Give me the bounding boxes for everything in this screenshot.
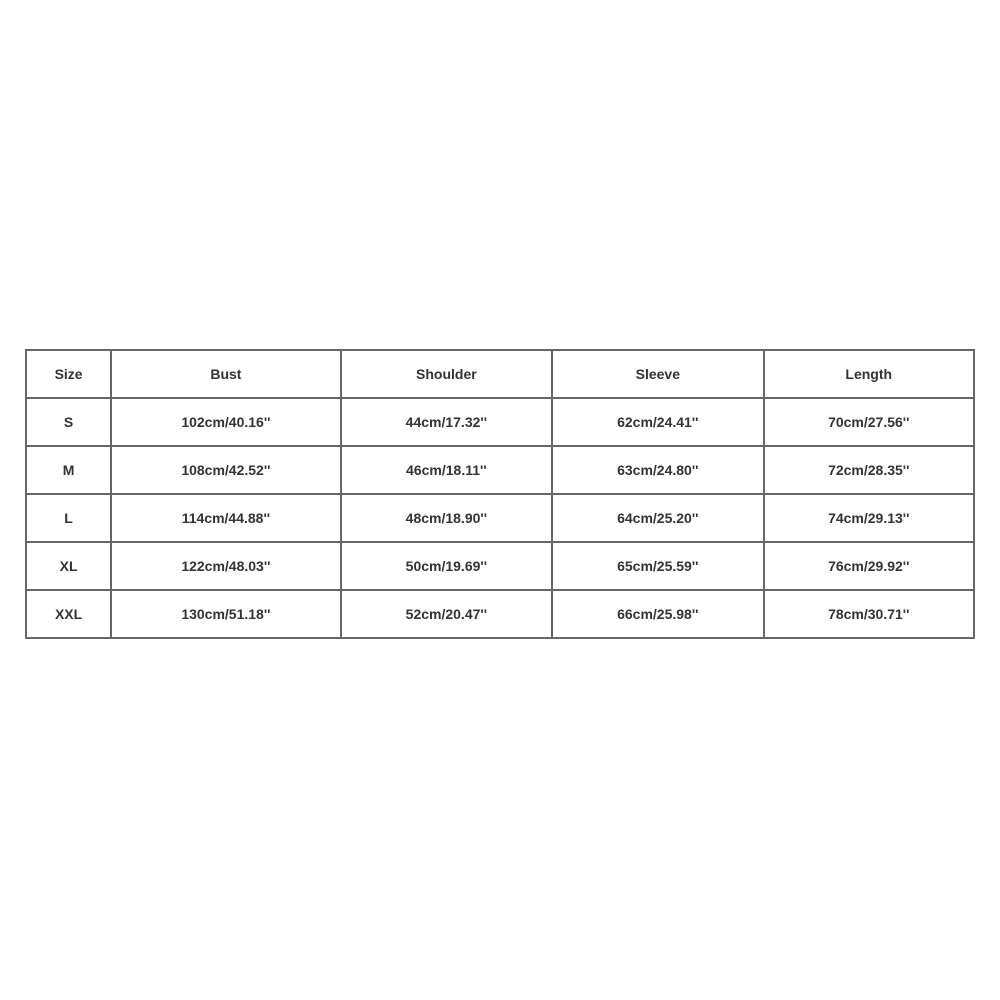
- cell-shoulder: 52cm/20.47'': [341, 590, 552, 638]
- table-header-row: [26, 350, 974, 398]
- cell-bust: 130cm/51.18'': [111, 590, 340, 638]
- cell-length: 76cm/29.92'': [764, 542, 974, 590]
- cell-shoulder: 50cm/19.69'': [341, 542, 552, 590]
- cell-sleeve: 66cm/25.98'': [552, 590, 763, 638]
- cell-sleeve: 63cm/24.80'': [552, 446, 763, 494]
- cell-length: 78cm/30.71'': [764, 590, 974, 638]
- size-chart-table: [25, 349, 975, 639]
- table-row: [26, 590, 974, 638]
- cell-size: XL: [26, 542, 111, 590]
- table-row: [26, 542, 974, 590]
- cell-sleeve: 62cm/24.41'': [552, 398, 763, 446]
- cell-shoulder: 44cm/17.32'': [341, 398, 552, 446]
- cell-shoulder: 46cm/18.11'': [341, 446, 552, 494]
- cell-size: L: [26, 494, 111, 542]
- cell-length: 72cm/28.35'': [764, 446, 974, 494]
- cell-bust: 102cm/40.16'': [111, 398, 340, 446]
- cell-bust: 108cm/42.52'': [111, 446, 340, 494]
- header-bust: Bust: [111, 350, 340, 398]
- cell-bust: 114cm/44.88'': [111, 494, 340, 542]
- table-row: [26, 446, 974, 494]
- table-row: [26, 398, 974, 446]
- cell-size: S: [26, 398, 111, 446]
- table-row: [26, 494, 974, 542]
- cell-sleeve: 64cm/25.20'': [552, 494, 763, 542]
- cell-bust: 122cm/48.03'': [111, 542, 340, 590]
- cell-size: XXL: [26, 590, 111, 638]
- header-length: Length: [764, 350, 974, 398]
- cell-size: M: [26, 446, 111, 494]
- cell-length: 74cm/29.13'': [764, 494, 974, 542]
- cell-length: 70cm/27.56'': [764, 398, 974, 446]
- cell-sleeve: 65cm/25.59'': [552, 542, 763, 590]
- cell-shoulder: 48cm/18.90'': [341, 494, 552, 542]
- header-size: Size: [26, 350, 111, 398]
- header-sleeve: Sleeve: [552, 350, 763, 398]
- header-shoulder: Shoulder: [341, 350, 552, 398]
